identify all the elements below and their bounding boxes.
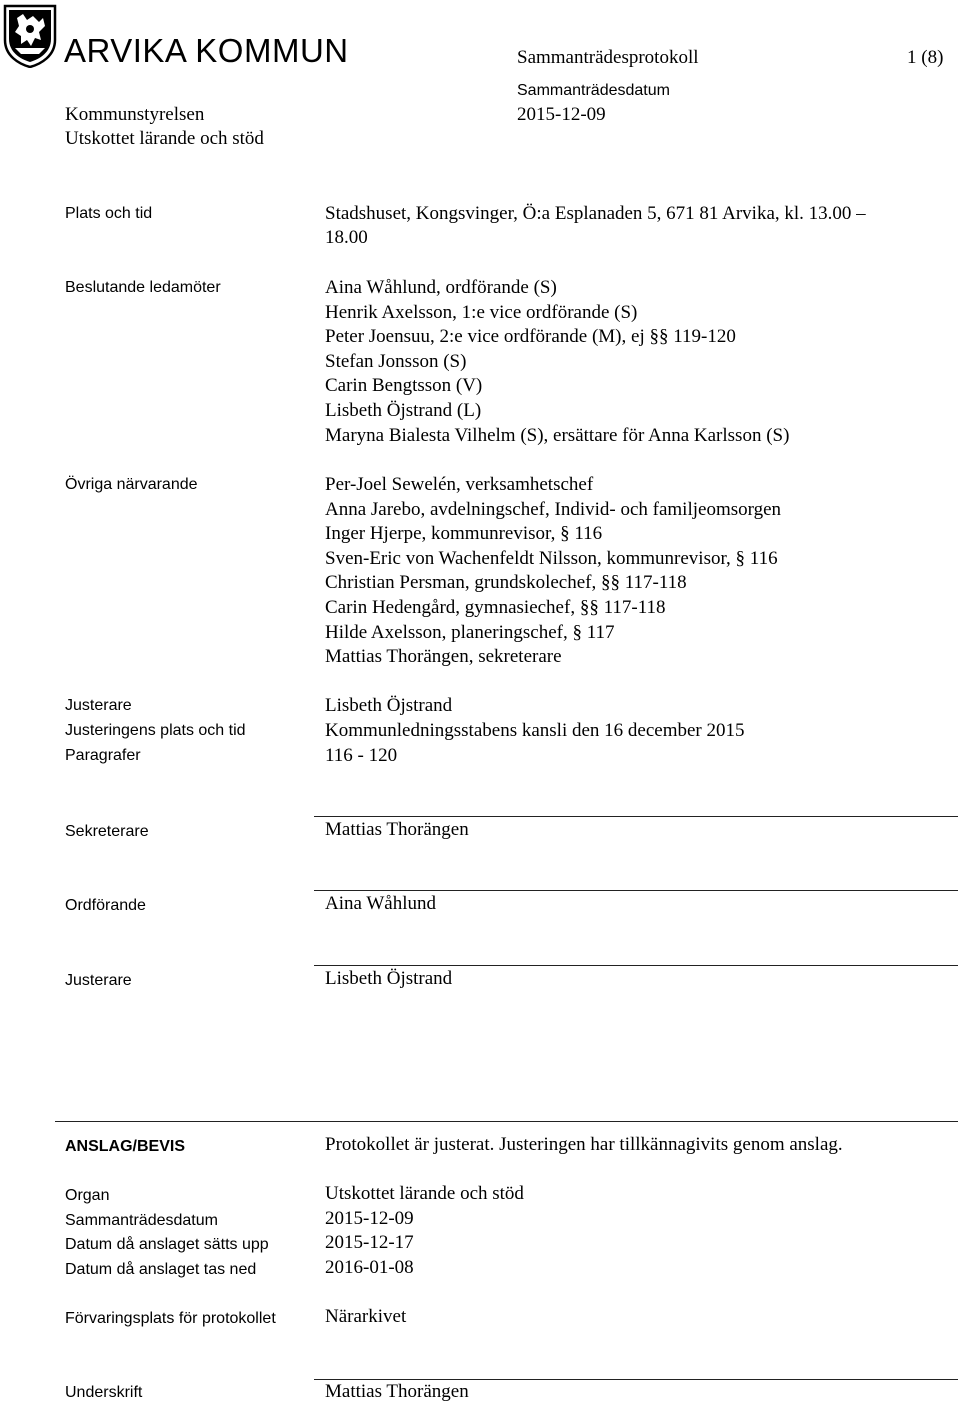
document-type: Sammanträdesprotokoll	[517, 47, 699, 68]
notice-date-label: Sammanträdesdatum	[65, 1212, 218, 1229]
deciding-members-label: Beslutande ledamöter	[65, 279, 221, 296]
list-item: Stefan Jonsson (S)	[325, 350, 467, 372]
list-item: Anna Jarebo, avdelningschef, Individ- och familjeomsorgen	[325, 498, 782, 520]
header-date-label: Sammanträdesdatum	[517, 82, 670, 99]
underskrift-name: Mattias Thorängen	[325, 1381, 469, 1402]
list-item: Maryna Bialesta Vilhelm (S), ersättare för Anna Karlsson (S)	[325, 424, 790, 446]
underskrift-label: Underskrift	[65, 1384, 143, 1401]
list-item: Carin Hedengård, gymnasiechef, §§ 117-118	[325, 596, 666, 618]
deciding-members-list	[325, 276, 789, 448]
list-item: Christian Persman, grundskolechef, §§ 117-118	[325, 572, 687, 594]
place-label: Plats och tid	[65, 205, 153, 222]
chair-label: Ordförande	[65, 897, 146, 914]
notice-date: 2015-12-09	[325, 1208, 414, 1229]
chair-name: Aina Wåhlund	[325, 893, 436, 914]
organ-label: Organ	[65, 1187, 110, 1204]
removed-label: Datum då anslaget tas ned	[65, 1261, 257, 1278]
posted-date: 2015-12-17	[325, 1232, 414, 1253]
notice-divider	[55, 1121, 958, 1122]
list-item: Peter Joensuu, 2:e vice ordförande (M), ej §§ 119-120	[325, 326, 736, 348]
municipality-name: ARVIKA KOMMUN	[64, 32, 349, 69]
adjust-place-label: Justeringens plats och tid	[65, 722, 246, 739]
coat-of-arms-logo	[3, 4, 57, 68]
header-date: 2015-12-09	[517, 104, 606, 125]
place-line-2: 18.00	[325, 227, 368, 248]
signature-adjuster-label: Justerare	[65, 972, 132, 989]
list-item: Sven-Eric von Wachenfeldt Nilsson, kommunrevisor, § 116	[325, 547, 778, 569]
header-org-line1: Kommunstyrelsen	[65, 104, 205, 125]
list-item: Inger Hjerpe, kommunrevisor, § 116	[325, 523, 603, 545]
others-present-list	[325, 473, 781, 670]
signature-line-adjuster	[314, 965, 958, 966]
secretary-label: Sekreterare	[65, 823, 149, 840]
storage-label: Förvaringsplats för protokollet	[65, 1310, 276, 1327]
signature-adjuster-name: Lisbeth Öjstrand	[325, 968, 453, 989]
paragraphs: 116 - 120	[325, 745, 398, 766]
secretary-name: Mattias Thorängen	[325, 819, 469, 840]
notice-title: ANSLAG/BEVIS	[65, 1138, 186, 1155]
posted-label: Datum då anslaget sätts upp	[65, 1236, 269, 1253]
list-item: Mattias Thorängen, sekreterare	[325, 646, 562, 668]
organ-value: Utskottet lärande och stöd	[325, 1183, 524, 1204]
signature-line-chair	[314, 890, 958, 891]
header-org-line2: Utskottet lärande och stöd	[65, 128, 264, 149]
list-item: Hilde Axelsson, planeringschef, § 117	[325, 621, 615, 643]
paragraphs-label: Paragrafer	[65, 747, 141, 764]
list-item: Henrik Axelsson, 1:e vice ordförande (S)	[325, 301, 638, 323]
list-item: Carin Bengtsson (V)	[325, 375, 483, 397]
removed-date: 2016-01-08	[325, 1257, 414, 1278]
place-line-1: Stadshuset, Kongsvinger, Ö:a Esplanaden 5, 671 81 Arvika, kl. 13.00 –	[325, 203, 866, 224]
adjuster-label: Justerare	[65, 697, 132, 714]
list-item: Per-Joel Sewelén, verksamhetschef	[325, 474, 594, 495]
adjuster-name: Lisbeth Öjstrand	[325, 695, 453, 716]
page-number: 1 (8)	[907, 47, 944, 68]
adjust-place: Kommunledningsstabens kansli den 16 december 2015	[325, 720, 745, 741]
storage-value: Närarkivet	[325, 1306, 407, 1327]
list-item: Lisbeth Öjstrand (L)	[325, 399, 482, 421]
notice-statement: Protokollet är justerat. Justeringen har tillkännagivits genom anslag.	[325, 1134, 843, 1155]
signature-line-secretary	[314, 816, 958, 817]
others-present-label: Övriga närvarande	[65, 476, 198, 493]
list-item: Aina Wåhlund, ordförande (S)	[325, 277, 557, 298]
